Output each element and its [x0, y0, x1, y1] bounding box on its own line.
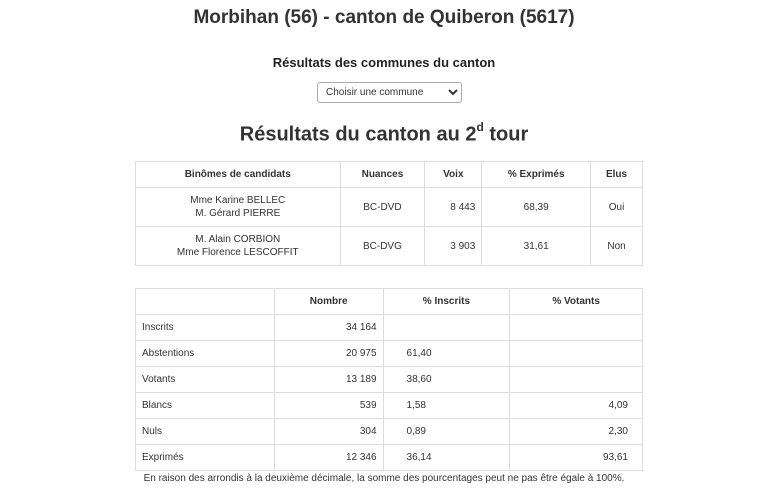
results-heading-text: Résultats du canton au 2	[239, 123, 477, 146]
stat-label: Nuls	[136, 419, 275, 445]
candidate-name: Mme Karine BELLEC	[190, 195, 286, 206]
stat-pct-inscrits: 38,60	[383, 367, 510, 393]
pct-exprimes-cell: 68,39	[482, 188, 591, 227]
stats-table	[135, 288, 643, 471]
commune-select[interactable]	[317, 82, 462, 103]
stat-nombre: 539	[274, 393, 383, 419]
candidate-names-cell	[136, 188, 341, 227]
stat-nombre: 20 975	[274, 341, 383, 367]
results-heading-suffix: tour	[483, 123, 529, 146]
stat-label: Inscrits	[136, 315, 275, 341]
footnote: En raison des arrondis à la deuxième décimale, la somme des pourcentages peut ne pas être égale à 100%.	[143, 473, 625, 484]
voix-cell: 8 443	[425, 188, 482, 227]
stat-pct-votants: 93,61	[510, 445, 643, 471]
header-nombre: Nombre	[274, 289, 383, 315]
results-heading-sup: d	[476, 120, 484, 134]
table-row	[136, 227, 643, 266]
stat-pct-votants	[510, 315, 643, 341]
stats-header-row	[136, 289, 643, 315]
results-heading	[0, 122, 768, 147]
table-row	[136, 188, 643, 227]
elu-cell: Non	[591, 227, 643, 266]
stat-pct-inscrits: 1,58	[383, 393, 510, 419]
header-pct-votants: % Votants	[510, 289, 643, 315]
header-elus: Elus	[591, 162, 643, 188]
stat-pct-inscrits	[383, 315, 510, 341]
table-row	[136, 445, 643, 471]
stat-label: Abstentions	[136, 341, 275, 367]
stat-nombre: 304	[274, 419, 383, 445]
candidate-name: M. Gérard PIERRE	[195, 208, 281, 219]
stat-pct-votants	[510, 341, 643, 367]
stat-pct-inscrits: 36,14	[383, 445, 510, 471]
header-nuances: Nuances	[340, 162, 425, 188]
elu-cell: Oui	[591, 188, 643, 227]
candidates-header-row	[136, 162, 643, 188]
nuance-cell: BC-DVG	[340, 227, 425, 266]
stat-label: Exprimés	[136, 445, 275, 471]
header-pct-exprimes: % Exprimés	[482, 162, 591, 188]
page-title: Morbihan (56) - canton de Quiberon (5617)	[193, 7, 575, 28]
table-row	[136, 419, 643, 445]
candidate-name: M. Alain CORBION	[195, 234, 281, 245]
table-row	[136, 341, 643, 367]
stat-pct-votants	[510, 367, 643, 393]
stat-pct-votants: 2,30	[510, 419, 643, 445]
header-voix: Voix	[425, 162, 482, 188]
commune-select-wrapper	[317, 82, 462, 103]
header-empty	[136, 289, 275, 315]
voix-cell: 3 903	[425, 227, 482, 266]
stat-nombre: 12 346	[274, 445, 383, 471]
stat-nombre: 13 189	[274, 367, 383, 393]
candidates-table	[135, 161, 643, 266]
header-pct-inscrits: % Inscrits	[383, 289, 510, 315]
pct-exprimes-cell: 31,61	[482, 227, 591, 266]
table-row	[136, 315, 643, 341]
communes-heading: Résultats des communes du canton	[272, 55, 496, 70]
candidate-names-cell	[136, 227, 341, 266]
stat-pct-inscrits: 61,40	[383, 341, 510, 367]
stat-pct-inscrits: 0,89	[383, 419, 510, 445]
stat-label: Votants	[136, 367, 275, 393]
stat-label: Blancs	[136, 393, 275, 419]
header-binomes: Binômes de candidats	[136, 162, 341, 188]
candidate-name: Mme Florence LESCOFFIT	[176, 247, 299, 258]
stat-pct-votants: 4,09	[510, 393, 643, 419]
table-row	[136, 367, 643, 393]
table-row	[136, 393, 643, 419]
stat-nombre: 34 164	[274, 315, 383, 341]
nuance-cell: BC-DVD	[340, 188, 425, 227]
